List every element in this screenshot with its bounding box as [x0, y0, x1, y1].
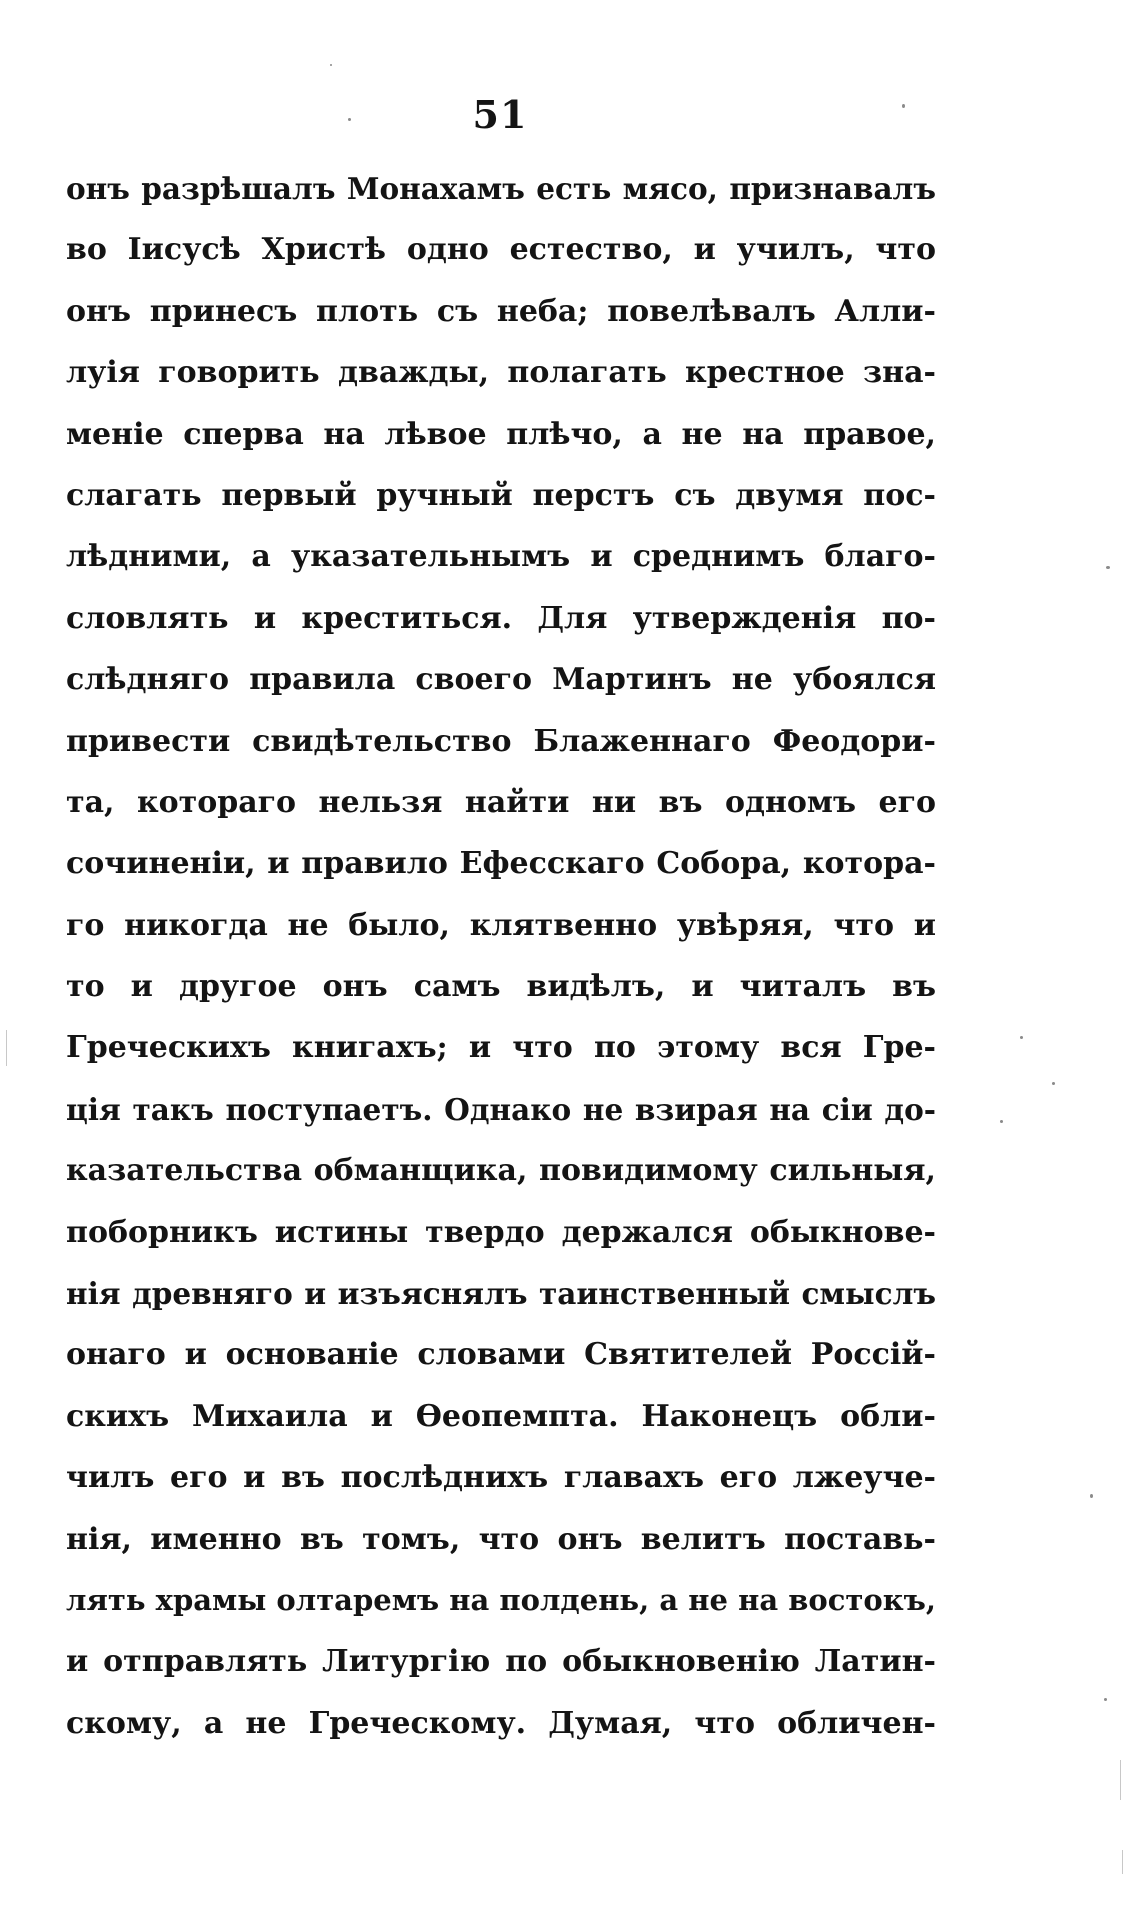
- scan-speck: [1000, 1120, 1003, 1123]
- text-line: го никогда не было, клятвенно увѣряя, что и: [66, 907, 936, 943]
- text-line: словлять и креститься. Для утвержденія по-: [66, 600, 936, 636]
- scan-speck: [1052, 1082, 1055, 1085]
- text-line: нія, именно въ томъ, что онъ велитъ поставь-: [66, 1521, 936, 1557]
- text-line: привести свидѣтельство Блаженнаго Феодори-: [66, 723, 936, 759]
- text-line: ція такъ поступаетъ. Однако не взирая на сіи до-: [66, 1091, 936, 1127]
- page-edge-mark: [1122, 1850, 1123, 1874]
- text-line: та, котораго нельзя найти ни въ одномъ его: [66, 784, 936, 820]
- page-number: 51: [472, 92, 528, 137]
- text-line: скихъ Михаила и Ѳеопемпта. Наконецъ обли-: [66, 1398, 936, 1434]
- scan-speck: [1020, 1036, 1023, 1039]
- text-line: слѣдняго правила своего Мартинъ не убоялся: [66, 662, 936, 698]
- scan-speck: [348, 118, 351, 121]
- text-line: чилъ его и въ послѣднихъ главахъ его лжеуче-: [66, 1460, 936, 1496]
- page-edge-mark: [6, 1030, 7, 1066]
- text-line: онъ разрѣшалъ Монахамъ есть мясо, признавалъ: [66, 171, 936, 206]
- text-line: онъ принесъ плоть съ неба; повелѣвалъ Алли-: [66, 293, 936, 329]
- text-line: нія древняго и изъяснялъ таинственный смыслъ: [66, 1276, 936, 1312]
- page-edge-mark: [1120, 1760, 1121, 1800]
- scan-speck: [902, 104, 905, 108]
- scan-speck: [330, 64, 332, 66]
- text-line: поборникъ истины твердо держался обыкнове-: [66, 1214, 936, 1250]
- text-line: лять храмы олтаремъ на полдень, а не на востокъ,: [66, 1582, 936, 1617]
- body-text: [66, 158, 936, 1754]
- text-line: онаго и основаніе словами Святителей Россій-: [66, 1337, 936, 1373]
- text-line: то и другое онъ самъ видѣлъ, и читалъ въ: [66, 969, 936, 1005]
- text-line: во Іисусѣ Христѣ одно естество, и училъ, что: [66, 232, 936, 268]
- scan-speck: [1090, 1494, 1093, 1498]
- text-line: лѣдними, а указательнымъ и среднимъ благо-: [66, 539, 936, 575]
- text-line: сочиненіи, и правило Ефесскаго Собора, котора-: [66, 846, 936, 882]
- text-line: и отправлять Литургію по обыкновенію Латин-: [66, 1644, 936, 1680]
- text-line: казательства обманщика, повидимому сильныя,: [66, 1153, 936, 1189]
- text-line: Греческихъ книгахъ; и что по этому вся Гре-: [66, 1030, 936, 1066]
- text-line: меніе сперва на лѣвое плѣчо, а не на правое,: [66, 416, 936, 452]
- text-line: слагать первый ручный перстъ съ двумя пос-: [66, 477, 936, 513]
- scan-speck: [1106, 566, 1110, 569]
- text-line: скому, а не Греческому. Думая, что обличен-: [66, 1705, 936, 1741]
- text-line: луія говорить дважды, полагать крестное зна-: [66, 355, 936, 391]
- scan-speck: [1104, 1698, 1107, 1701]
